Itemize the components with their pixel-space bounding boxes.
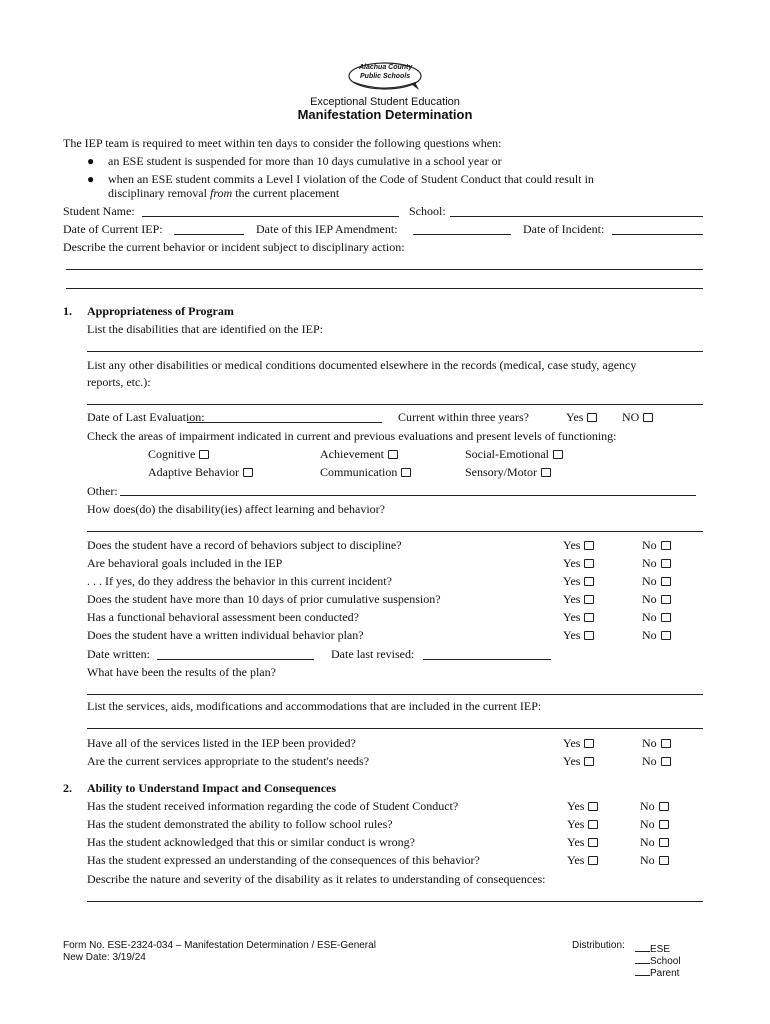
- yes-option[interactable]: [563, 536, 594, 554]
- describe-behavior-label: Describe the current behavior or incident subject to disciplinary action:: [63, 240, 405, 254]
- bullet2-em: from: [209, 186, 233, 200]
- question-a-3: . . . If yes, do they address the behavior in this current incident?: [87, 574, 392, 588]
- yes-label: Yes: [563, 628, 581, 642]
- yes-label: Yes: [563, 574, 581, 588]
- checkbox[interactable]: [661, 757, 671, 766]
- question-s2-2: Has the student demonstrated the ability to follow school rules?: [87, 817, 393, 831]
- area-label: Communication: [320, 465, 398, 479]
- checkbox[interactable]: [661, 595, 671, 604]
- no-option[interactable]: [642, 752, 671, 770]
- no-option[interactable]: [642, 536, 671, 554]
- yes-option[interactable]: [563, 608, 594, 626]
- checkbox[interactable]: [643, 413, 653, 422]
- department-name: Exceptional Student Education: [310, 96, 460, 108]
- yes-label: Yes: [563, 538, 581, 552]
- checkbox[interactable]: [584, 757, 594, 766]
- bullet2-pre: disciplinary removal: [108, 186, 210, 200]
- date-revised-label: Date last revised:: [331, 647, 415, 661]
- yes-label: Yes: [563, 592, 581, 606]
- checkbox[interactable]: [243, 468, 253, 477]
- results-plan-line[interactable]: [87, 694, 703, 695]
- how-affect-label: How does(do) the disability(ies) affect learning and behavior?: [87, 502, 386, 516]
- yes-option[interactable]: [567, 797, 598, 815]
- checkbox[interactable]: [661, 631, 671, 640]
- yes-option[interactable]: [563, 554, 594, 572]
- yes-label: Yes: [563, 754, 581, 768]
- yes-label: Yes: [567, 853, 585, 867]
- form-number: Form No. ESE-2324-034 – Manifestation Determination / ESE-General: [63, 940, 376, 951]
- other-label: Other:: [87, 484, 118, 498]
- section1-number: 1.: [63, 304, 72, 318]
- date-incident-field[interactable]: [612, 234, 703, 235]
- checkbox[interactable]: [661, 541, 671, 550]
- section2-number: 2.: [63, 781, 72, 795]
- date-last-eval-label: Date of Last Evaluation:: [87, 410, 205, 424]
- no-option[interactable]: [642, 554, 671, 572]
- no-label: NO: [622, 410, 640, 424]
- intro-lead: The IEP team is required to meet within ten days to consider the following questions when:: [63, 136, 502, 150]
- yes-label: Yes: [566, 410, 584, 424]
- question-a-6: Does the student have a written individual behavior plan?: [87, 628, 364, 642]
- checkbox[interactable]: [588, 802, 598, 811]
- no-label: No: [642, 538, 657, 552]
- area-label: Achievement: [320, 447, 384, 461]
- new-date: New Date: 3/19/24: [63, 952, 146, 963]
- list-services-line[interactable]: [87, 728, 703, 729]
- question-a-2: Are behavioral goals included in the IEP: [87, 556, 283, 570]
- yes-label: Yes: [563, 610, 581, 624]
- area-communication[interactable]: [320, 463, 411, 481]
- yes-option[interactable]: [563, 572, 594, 590]
- date-revised-field[interactable]: [423, 659, 551, 660]
- question-a-1: Does the student have a record of behaviors subject to discipline?: [87, 538, 402, 552]
- no-label: No: [640, 853, 655, 867]
- other-disabilities-line[interactable]: [87, 404, 703, 405]
- date-current-iep-label: Date of Current IEP:: [63, 222, 163, 236]
- no-label: No: [642, 592, 657, 606]
- blank[interactable]: [635, 940, 650, 952]
- checkbox[interactable]: [401, 468, 411, 477]
- area-label: Sensory/Motor: [465, 465, 537, 479]
- checkbox[interactable]: [659, 802, 669, 811]
- current-within-no[interactable]: [622, 408, 653, 426]
- no-option[interactable]: [640, 815, 669, 833]
- no-option[interactable]: [642, 626, 671, 644]
- other-disabilities-label-1: List any other disabilities or medical conditions documented elsewhere in the records (medical, case study, agency: [87, 358, 637, 372]
- list-services-label: List the services, aids, modifications and accommodations that are included in the current IEP:: [87, 699, 542, 713]
- question-b-2: Are the current services appropriate to the student's needs?: [87, 754, 370, 768]
- describe-behavior-line-1[interactable]: [66, 269, 703, 270]
- how-affect-line[interactable]: [87, 531, 703, 532]
- current-within-label: Current within three years?: [398, 410, 529, 424]
- no-label: No: [640, 799, 655, 813]
- yes-label: Yes: [567, 799, 585, 813]
- no-label: No: [640, 817, 655, 831]
- distribution-parent[interactable]: [635, 964, 679, 980]
- question-s2-3: Has the student acknowledged that this or similar conduct is wrong?: [87, 835, 415, 849]
- intro-bullet-2-line2: [108, 184, 339, 202]
- no-label: No: [642, 556, 657, 570]
- district-logo: [345, 60, 425, 92]
- checkbox[interactable]: [661, 559, 671, 568]
- describe-consequences-label: Describe the nature and severity of the disability as it relates to understanding of consequences:: [87, 872, 546, 886]
- intro-bullet-2-line1: when an ESE student commits a Level I violation of the Code of Student Conduct that could result in: [108, 172, 594, 186]
- page-title: Manifestation Determination: [297, 107, 473, 122]
- blank[interactable]: [635, 964, 650, 976]
- checkbox[interactable]: [199, 450, 209, 459]
- dist-item-label: ESE: [650, 944, 671, 955]
- student-name-label: Student Name:: [63, 204, 135, 218]
- distribution-label: Distribution:: [572, 940, 625, 951]
- date-written-label: Date written:: [87, 647, 150, 661]
- no-option[interactable]: [642, 590, 671, 608]
- question-b-1: Have all of the services listed in the IEP been provided?: [87, 736, 356, 750]
- student-name-field[interactable]: [142, 216, 399, 217]
- area-label: Cognitive: [148, 447, 196, 461]
- date-last-eval-field[interactable]: [187, 422, 382, 423]
- section2-heading: Ability to Understand Impact and Consequences: [87, 781, 337, 795]
- question-s2-4: Has the student expressed an understanding of the consequences of this behavior?: [87, 853, 480, 867]
- yes-option[interactable]: [567, 815, 598, 833]
- question-a-5: Has a functional behavioral assessment been conducted?: [87, 610, 359, 624]
- bullet-dot-2: ●: [87, 172, 95, 186]
- checkbox[interactable]: [584, 559, 594, 568]
- yes-option[interactable]: [563, 590, 594, 608]
- area-social-emotional[interactable]: [465, 445, 563, 463]
- no-option[interactable]: [642, 608, 671, 626]
- no-option[interactable]: [640, 833, 669, 851]
- checkbox[interactable]: [661, 577, 671, 586]
- describe-behavior-line-2[interactable]: [66, 288, 703, 289]
- yes-option[interactable]: [567, 833, 598, 851]
- area-label: Social-Emotional: [465, 447, 549, 461]
- no-label: No: [642, 628, 657, 642]
- yes-option[interactable]: [563, 752, 594, 770]
- no-option[interactable]: [640, 797, 669, 815]
- question-s2-1: Has the student received information regarding the code of Student Conduct?: [87, 799, 459, 813]
- other-disabilities-label-2: reports, etc.):: [87, 375, 151, 389]
- date-current-iep-field[interactable]: [174, 234, 244, 235]
- check-areas-label: Check the areas of impairment indicated in current and previous evaluations and present levels of functioning:: [87, 429, 617, 443]
- no-option[interactable]: [640, 851, 669, 869]
- checkbox[interactable]: [659, 820, 669, 829]
- other-field[interactable]: [120, 495, 696, 496]
- no-label: No: [640, 835, 655, 849]
- date-incident-label: Date of Incident:: [523, 222, 605, 236]
- date-amendment-field[interactable]: [413, 234, 511, 235]
- checkbox[interactable]: [584, 739, 594, 748]
- school-field[interactable]: [450, 216, 703, 217]
- current-within-yes[interactable]: [566, 408, 597, 426]
- question-a-4: Does the student have more than 10 days of prior cumulative suspension?: [87, 592, 441, 606]
- dist-item-label: Parent: [650, 968, 680, 979]
- logo-text-line2: Public Schools: [360, 73, 411, 80]
- area-adaptive-behavior[interactable]: [148, 463, 253, 481]
- school-label: School:: [409, 204, 446, 218]
- intro-bullet-1: an ESE student is suspended for more than 10 days cumulative in a school year or: [108, 154, 502, 168]
- list-disabilities-label: List the disabilities that are identified on the IEP:: [87, 322, 323, 336]
- checkbox[interactable]: [388, 450, 398, 459]
- yes-label: Yes: [567, 817, 585, 831]
- bullet-dot-1: ●: [87, 154, 95, 168]
- no-label: No: [642, 574, 657, 588]
- yes-option[interactable]: [563, 734, 594, 752]
- no-option[interactable]: [642, 734, 671, 752]
- yes-label: Yes: [567, 835, 585, 849]
- checkbox[interactable]: [661, 739, 671, 748]
- dist-item-label: School: [650, 956, 681, 967]
- checkbox[interactable]: [541, 468, 551, 477]
- date-amendment-label: Date of this IEP Amendment:: [256, 222, 398, 236]
- checkbox[interactable]: [659, 856, 669, 865]
- checkbox[interactable]: [587, 413, 597, 422]
- bullet2-post: the current placement: [232, 186, 340, 200]
- no-option[interactable]: [642, 572, 671, 590]
- area-cognitive[interactable]: [148, 445, 209, 463]
- yes-option[interactable]: [563, 626, 594, 644]
- list-disabilities-line[interactable]: [87, 351, 703, 352]
- yes-option[interactable]: [567, 851, 598, 869]
- checkbox[interactable]: [584, 613, 594, 622]
- area-label: Adaptive Behavior: [148, 465, 239, 479]
- no-label: No: [642, 610, 657, 624]
- describe-consequences-line[interactable]: [87, 901, 703, 902]
- yes-label: Yes: [563, 556, 581, 570]
- section1-heading: Appropriateness of Program: [87, 304, 234, 318]
- checkbox[interactable]: [659, 838, 669, 847]
- blank[interactable]: [635, 952, 650, 964]
- area-sensory-motor[interactable]: [465, 463, 551, 481]
- yes-label: Yes: [563, 736, 581, 750]
- checkbox[interactable]: [584, 541, 594, 550]
- no-label: No: [642, 754, 657, 768]
- logo-text-line1: Alachua County: [359, 64, 413, 71]
- checkbox[interactable]: [553, 450, 563, 459]
- checkbox[interactable]: [584, 631, 594, 640]
- checkbox[interactable]: [588, 838, 598, 847]
- date-written-field[interactable]: [157, 659, 314, 660]
- no-label: No: [642, 736, 657, 750]
- checkbox[interactable]: [588, 820, 598, 829]
- checkbox[interactable]: [661, 613, 671, 622]
- checkbox[interactable]: [584, 595, 594, 604]
- area-achievement[interactable]: [320, 445, 398, 463]
- checkbox[interactable]: [588, 856, 598, 865]
- checkbox[interactable]: [584, 577, 594, 586]
- results-plan-label: What have been the results of the plan?: [87, 665, 276, 679]
